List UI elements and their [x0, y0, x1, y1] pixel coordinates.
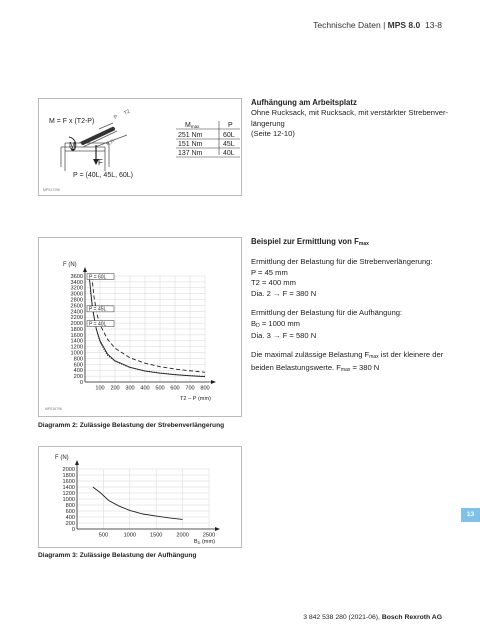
- y-tick-label: 3000: [70, 291, 83, 298]
- formula-text: M = F x (T2-P): [49, 118, 95, 125]
- figure-1-code: MPS17298: [43, 188, 60, 192]
- text-sub: max: [340, 366, 351, 373]
- y-tick-label: 200: [65, 520, 75, 527]
- text-line: T2 = 400 mm: [251, 278, 296, 287]
- y-tick-label: 1600: [62, 478, 75, 485]
- text-part: ist der kleinere der: [378, 350, 444, 359]
- y-axis-label: F (N): [63, 262, 77, 268]
- y-tick-label: 3600: [70, 273, 83, 280]
- section-2-title: [251, 237, 369, 247]
- x-tick-label: 300: [125, 385, 135, 392]
- series-label: P = 60L: [89, 274, 107, 281]
- section-1-line: (Seite 12-10): [251, 129, 295, 138]
- bd-dimension-label: B_D: [105, 138, 115, 146]
- bd-symbol: B: [251, 318, 257, 328]
- y-tick-label: 0: [71, 526, 75, 533]
- text-line: [251, 363, 466, 376]
- bd-value: = 1000 mm: [259, 318, 301, 328]
- header-section: Technische Daten: [313, 20, 381, 30]
- section-2-title-sub: max: [358, 241, 369, 247]
- text-line: Dia. 3 → F = 580 N: [251, 331, 317, 340]
- series-label: P = 45L: [89, 306, 107, 313]
- y-tick-label: 600: [73, 362, 83, 369]
- svg-text:Mmax: Mmax: [185, 122, 200, 129]
- y-tick-label: 2000: [70, 321, 83, 328]
- y-tick-label: 2800: [70, 297, 83, 304]
- text-line: [251, 319, 461, 332]
- y-tick-label: 400: [65, 514, 75, 521]
- x-tick-label: 1500: [149, 532, 163, 539]
- y-tick-label: 2200: [70, 315, 83, 322]
- y-tick-label: 0: [79, 379, 83, 386]
- y-axis-label: F (N): [55, 455, 69, 461]
- series-line-1: [93, 487, 183, 519]
- y-tick-label: 1200: [62, 490, 75, 497]
- x-tick-label: 100: [95, 385, 105, 392]
- y-tick-label: 200: [73, 374, 83, 381]
- text-line: [251, 350, 466, 363]
- y-tick-label: 1000: [70, 350, 83, 357]
- y-tick-label: 3200: [70, 285, 83, 292]
- bd-sub: D: [256, 322, 260, 329]
- table-cell: 40L: [223, 150, 235, 157]
- text-line: Ermittlung der Belastung für die Aufhängung:: [251, 308, 403, 317]
- y-tick-label: 1400: [70, 338, 83, 345]
- chapter-tab[interactable]: 13: [461, 508, 480, 522]
- section-1-line: längerung: [251, 118, 285, 128]
- text-line: Ermittlung der Belastung für die Strebenverlängerung:: [251, 257, 433, 266]
- text-part: beiden Belastungswerte. F: [251, 362, 341, 372]
- y-tick-label: 1800: [62, 472, 75, 479]
- chart-strebenverlaengerung: [39, 238, 241, 416]
- x-tick-label: 2000: [176, 532, 189, 539]
- page-footer: [303, 614, 442, 621]
- figure-1-drawing: [39, 99, 241, 195]
- x-tick-label: 800: [200, 385, 210, 392]
- series-label: P = 40L: [89, 321, 107, 328]
- x-tick-label: 500: [98, 532, 109, 539]
- mmax-table: [176, 121, 240, 157]
- y-tick-label: 1800: [70, 326, 83, 333]
- section-2-paragraph-3: [251, 350, 466, 375]
- footer-brand: Bosch Rexroth AG: [381, 614, 442, 621]
- header-product: MPS 8.0: [387, 20, 421, 30]
- y-tick-label: 1200: [70, 344, 83, 351]
- y-tick-label: 2600: [70, 303, 83, 310]
- y-tick-label: 600: [65, 508, 75, 515]
- x-tick-label: 1000: [123, 532, 137, 539]
- section-2-paragraph-2: [251, 308, 461, 342]
- table-cell: 60L: [223, 132, 235, 139]
- text-line: Dia. 2 → F = 380 N: [251, 288, 317, 298]
- t2-dimension-label: T2: [123, 108, 132, 117]
- table-cell: 137 Nm: [178, 150, 203, 157]
- figure-2-code: MPS16798: [45, 407, 62, 411]
- moment-label: M: [69, 141, 76, 150]
- section-1-title: Aufhängung am Arbeitsplatz: [251, 98, 357, 107]
- table-cell: 151 Nm: [178, 141, 203, 148]
- x-axis-label: BD (mm): [193, 539, 215, 545]
- section-1-line: Ohne Rucksack, mit Rucksack, mit verstärkter Strebenver-: [251, 108, 449, 117]
- header-page-number: 13-8: [424, 20, 442, 30]
- y-tick-label: 800: [65, 502, 75, 509]
- text-part: = 380 N: [350, 362, 380, 372]
- x-tick-label: 500: [155, 385, 165, 392]
- figure-2-box: [38, 237, 242, 417]
- chart-aufhaengung: [39, 447, 241, 547]
- figure-3-caption: Diagramm 3: Zulässige Belastung der Aufhängung: [38, 552, 197, 559]
- x-axis-label: T2 – P (mm): [180, 396, 211, 402]
- text-line: P = 45 mm: [251, 267, 288, 277]
- section-2-title-main: Beispiel zur Ermittlung von F: [251, 237, 359, 246]
- y-tick-label: 800: [73, 356, 83, 363]
- y-tick-label: 2000: [62, 466, 75, 473]
- x-tick-label: 400: [140, 385, 150, 392]
- x-axis-arrow: [211, 380, 216, 384]
- text-part: Die maximal zulässige Belastung F: [251, 350, 370, 359]
- force-label: F: [98, 158, 103, 167]
- y-axis-arrow: [75, 460, 79, 465]
- y-tick-label: 1600: [70, 332, 83, 339]
- y-axis-arrow: [83, 267, 87, 272]
- y-tick-label: 400: [73, 368, 83, 375]
- table-cell: 251 Nm: [178, 132, 203, 139]
- y-tick-label: 1000: [62, 496, 75, 503]
- y-tick-label: 2400: [70, 309, 83, 316]
- mmax-header-sub: max: [190, 124, 200, 129]
- footer-doc-number: 3 842 538 280 (2021-06),: [303, 614, 380, 621]
- x-tick-label: 700: [185, 385, 195, 392]
- x-tick-label: 600: [170, 385, 180, 392]
- figure-2-caption: Diagramm 2: Zulässige Belastung der Strebenverlängerung: [38, 422, 225, 429]
- p-values-label: P = (40L, 45L, 60L): [73, 172, 133, 179]
- figure-1-box: [38, 98, 242, 196]
- table-header-p: P: [228, 122, 233, 129]
- p-dimension-label: P: [113, 113, 119, 121]
- text-sub: max: [369, 354, 379, 360]
- section-1-text: [251, 108, 451, 140]
- x-tick-label: 200: [110, 385, 120, 392]
- figure-3-box: [38, 446, 242, 548]
- x-axis-arrow: [215, 527, 220, 531]
- y-tick-label: 1400: [62, 484, 75, 491]
- x-tick-label: 2500: [202, 532, 216, 539]
- table-cell: 45L: [223, 141, 235, 148]
- y-tick-label: 3400: [70, 279, 83, 286]
- page-header: Technische Daten | MPS 8.0 13-8: [313, 20, 442, 30]
- section-2-paragraph-1: [251, 257, 461, 299]
